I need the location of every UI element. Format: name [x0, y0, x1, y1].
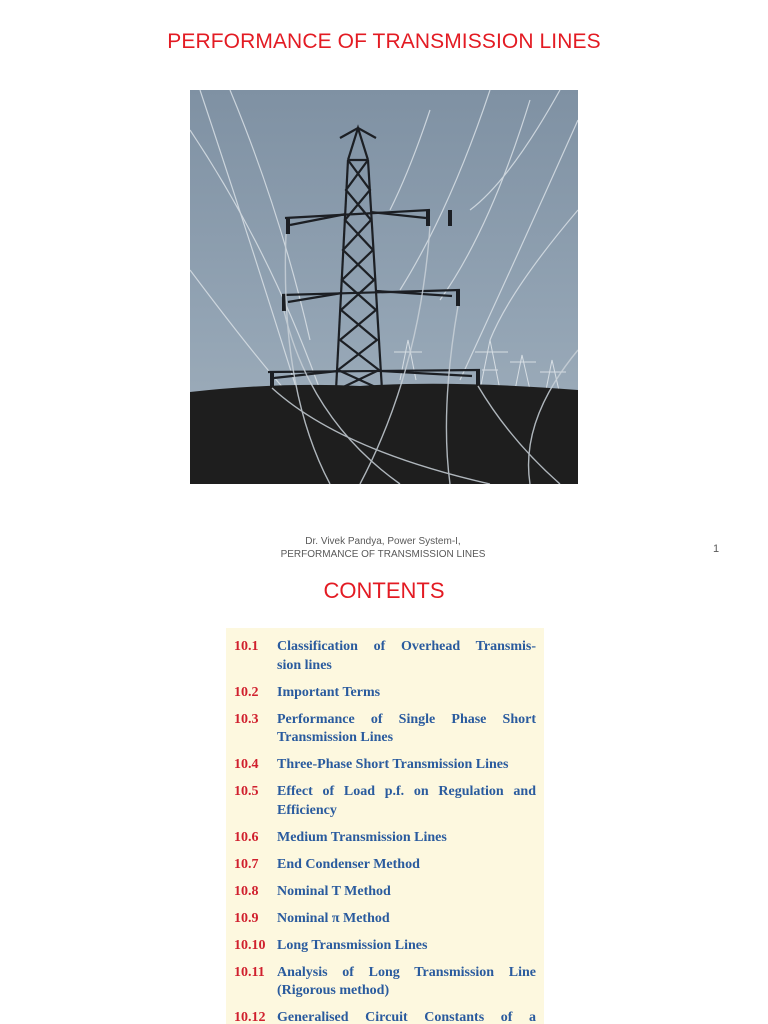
toc-item-number: 10.6	[234, 829, 259, 845]
toc-item	[226, 711, 544, 748]
toc-item-number: 10.5	[234, 784, 259, 799]
toc-item-number: 10.7	[234, 856, 259, 872]
toc-item-text-line: Performance of Single Phase Short	[277, 711, 536, 727]
toc-item-text	[277, 910, 544, 929]
toc-item-text-line: Medium Transmission Lines	[277, 829, 447, 845]
toc-item	[226, 1009, 544, 1024]
toc-item-text	[277, 783, 544, 820]
toc-item-text-line: End Condenser Method	[277, 856, 420, 872]
toc-item	[226, 829, 544, 848]
toc-item-text-line: Effect of Load p.f. on Regulation and	[277, 784, 536, 799]
toc-item-text-line: Three-Phase Short Transmission Lines	[277, 757, 509, 772]
toc-item-text-line: (Rigorous method)	[277, 983, 390, 998]
toc-item-number: 10.9	[234, 910, 259, 926]
page-number: 1	[713, 543, 720, 555]
toc-item-text-line: sion lines	[277, 657, 332, 673]
toc-item-text	[277, 937, 544, 956]
toc-item-text-line: Classification of Overhead Transmis-	[277, 639, 536, 654]
toc-item	[226, 638, 544, 675]
toc-item-text	[277, 756, 544, 775]
toc-item-text-line: Nominal T Method	[277, 883, 391, 899]
transmission-tower-photo	[190, 90, 578, 484]
toc-item	[226, 684, 544, 703]
footer-author: Dr. Vivek Pandya, Power System-I,	[305, 536, 461, 547]
slide-title: PERFORMANCE OF TRANSMISSION LINES	[167, 30, 601, 53]
toc-item	[226, 856, 544, 875]
toc-item-text	[277, 711, 544, 748]
toc-item	[226, 783, 544, 820]
toc-item-text-line: Transmission Lines	[277, 730, 394, 745]
toc-item-number: 10.1	[234, 639, 259, 654]
toc-item	[226, 756, 544, 775]
toc-item	[226, 883, 544, 902]
toc-item-number: 10.2	[234, 684, 259, 700]
toc-item-text	[277, 684, 544, 703]
toc-item	[226, 937, 544, 956]
toc-item-text-line: Analysis of Long Transmission Line	[277, 964, 536, 980]
toc-item-text-line: Long Transmission Lines	[277, 937, 428, 953]
toc-item-text-line: Generalised Circuit Constants of a	[277, 1010, 536, 1024]
toc-item-text	[277, 883, 544, 902]
toc-item-text	[277, 964, 544, 1001]
toc-list	[226, 628, 544, 1024]
toc-item-number: 10.8	[234, 883, 259, 899]
toc-item-text	[277, 856, 544, 875]
toc-item-text-line: Nominal π Method	[277, 910, 390, 926]
toc-item-text-line: Important Terms	[277, 684, 381, 700]
toc-item	[226, 910, 544, 929]
contents-title: CONTENTS	[323, 578, 445, 603]
toc-item-text	[277, 638, 544, 675]
toc-item-number: 10.3	[234, 711, 259, 727]
toc-panel	[226, 628, 544, 1024]
toc-item-text	[277, 1009, 544, 1024]
toc-item-text-line: Efficiency	[277, 802, 337, 818]
toc-item	[226, 964, 544, 1001]
footer-title: PERFORMANCE OF TRANSMISSION LINES	[280, 549, 486, 560]
toc-item-text	[277, 829, 544, 848]
toc-item-number: 10.12	[234, 1010, 266, 1024]
slide-footer	[200, 535, 566, 561]
toc-item-number: 10.11	[234, 964, 265, 980]
toc-item-number: 10.4	[234, 757, 259, 772]
toc-item-number: 10.10	[234, 937, 266, 953]
